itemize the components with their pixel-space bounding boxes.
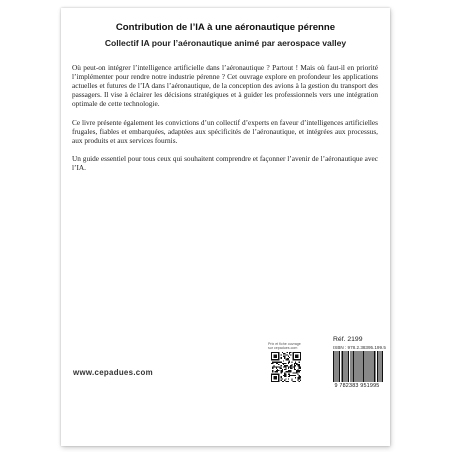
- barcode-digits: 9 782383 951995: [334, 383, 380, 389]
- barcode-icon: [333, 351, 383, 382]
- publisher-website: www.cepadues.com: [73, 368, 153, 377]
- book-subtitle: Collectif IA pour l’aéronautique animé par aerospace valley: [104, 38, 347, 48]
- blurb-paragraph-3: Un guide essentiel pour tous ceux qui souhaitent comprendre et façonner l’avenir de l’aéronautique avec l’IA.: [72, 154, 378, 173]
- qr-caption: Prix et fiche ouvrage sur cepadues.com: [268, 342, 301, 351]
- blurb-paragraph-1: Où peut-on intégrer l’intelligence artificielle dans l’aéronautique ? Partout ! Mais où faut-il en priorité l’implémenter pour rendre notre industrie pérenne ? Cet ouvrage explore en profondeur les applications actuelles et futures de l’IA dans l’aéronautique, de la conception des avions à la gestion du transport des passagers. Il vise à éclairer les décisions stratégiques et à guider les professionnels vers une intégration optimale de cette technologie.: [72, 63, 378, 109]
- isbn-number: ISBN : 978.2.38395.199.5: [333, 345, 386, 350]
- blurb-text: [72, 63, 378, 182]
- reference-number: Réf. 2199: [333, 336, 363, 343]
- blurb-paragraph-2: Ce livre présente également les convictions d’un collectif d’experts en faveur d’intelligences artificielles frugales, fiables et embarquées, adaptées aux spécificités de l’aéronautique, et intégrées aux processus, aux produits et aux services fournis.: [72, 117, 378, 145]
- book-back-cover: [61, 8, 390, 446]
- book-title: Contribution de l’IA à une aéronautique pérenne: [115, 22, 336, 33]
- qr-code-icon: [271, 352, 301, 382]
